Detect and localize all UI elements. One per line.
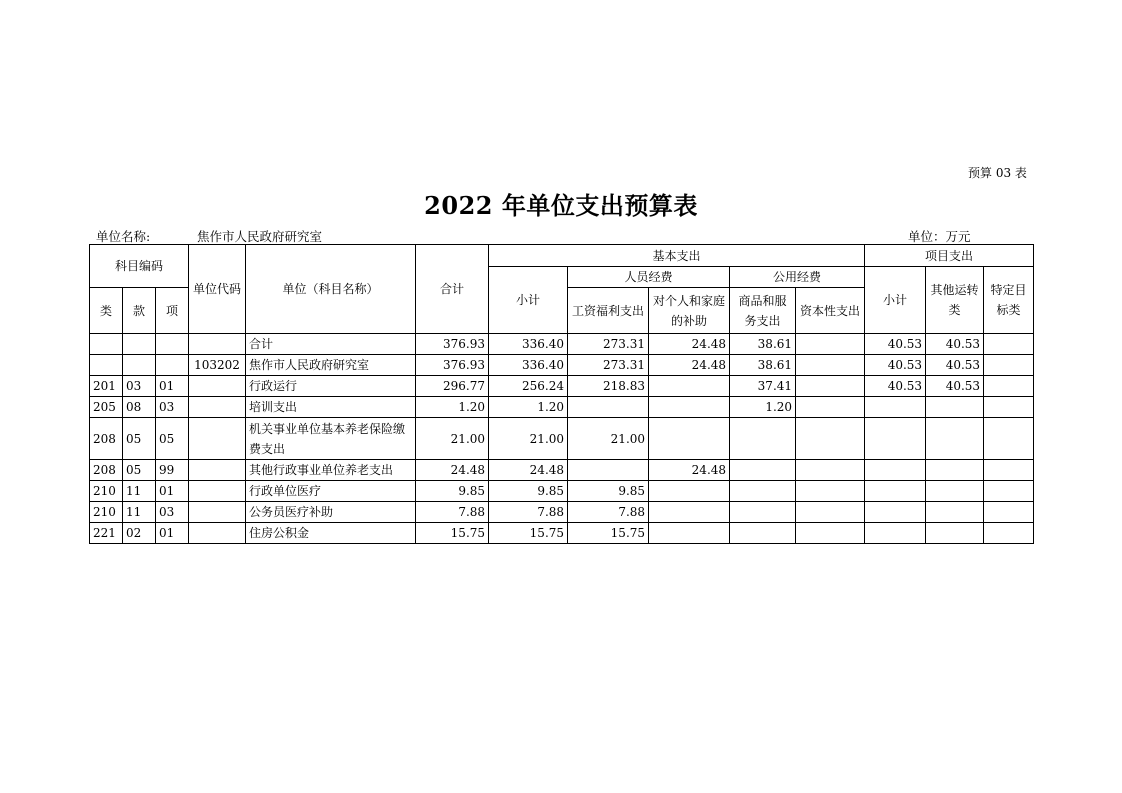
row-capital	[796, 523, 865, 544]
table-row	[90, 502, 1034, 523]
row-capital	[796, 502, 865, 523]
row-wages	[568, 460, 649, 481]
row-basic-subtotal: 336.40	[489, 355, 568, 376]
row-wages: 15.75	[568, 523, 649, 544]
row-goods	[730, 418, 796, 460]
row-total: 15.75	[416, 523, 489, 544]
row-category	[90, 355, 123, 376]
row-other-transfer	[926, 418, 984, 460]
row-xiang: 03	[156, 397, 189, 418]
header-personnel: 人员经费	[568, 267, 730, 288]
row-unit-code	[189, 502, 246, 523]
header-basic-subtotal: 小计	[489, 267, 568, 334]
row-personal	[649, 502, 730, 523]
row-other-transfer: 40.53	[926, 355, 984, 376]
table-row	[90, 481, 1034, 502]
row-kuan: 02	[123, 523, 156, 544]
row-category: 221	[90, 523, 123, 544]
row-unit-code	[189, 523, 246, 544]
row-xiang: 01	[156, 376, 189, 397]
row-basic-subtotal: 336.40	[489, 334, 568, 355]
row-kuan: 11	[123, 502, 156, 523]
row-goods	[730, 460, 796, 481]
row-xiang	[156, 334, 189, 355]
row-xiang: 01	[156, 523, 189, 544]
row-name: 公务员医疗补助	[246, 502, 416, 523]
row-project-subtotal: 40.53	[865, 376, 926, 397]
row-total: 1.20	[416, 397, 489, 418]
row-total: 24.48	[416, 460, 489, 481]
row-special	[984, 523, 1034, 544]
row-total: 21.00	[416, 418, 489, 460]
row-special	[984, 355, 1034, 376]
row-special	[984, 418, 1034, 460]
header-project-subtotal: 小计	[865, 267, 926, 334]
header-basic: 基本支出	[489, 245, 865, 267]
row-other-transfer	[926, 502, 984, 523]
row-kuan: 11	[123, 481, 156, 502]
row-name: 合计	[246, 334, 416, 355]
row-wages: 7.88	[568, 502, 649, 523]
row-name: 行政运行	[246, 376, 416, 397]
row-capital	[796, 460, 865, 481]
row-wages: 9.85	[568, 481, 649, 502]
row-basic-subtotal: 7.88	[489, 502, 568, 523]
table-row	[90, 418, 1034, 460]
row-capital	[796, 376, 865, 397]
row-category	[90, 334, 123, 355]
header-goods: 商品和服务支出	[730, 288, 796, 334]
header-kuan: 款	[123, 288, 156, 334]
row-personal: 24.48	[649, 334, 730, 355]
unit-name-label: 单位名称:	[96, 229, 151, 244]
row-personal: 24.48	[649, 355, 730, 376]
row-xiang: 03	[156, 502, 189, 523]
row-capital	[796, 481, 865, 502]
row-personal	[649, 523, 730, 544]
row-basic-subtotal: 15.75	[489, 523, 568, 544]
unit-name-value: 焦作市人民政府研究室	[197, 229, 323, 244]
table-row	[90, 460, 1034, 481]
row-project-subtotal: 40.53	[865, 334, 926, 355]
row-project-subtotal	[865, 397, 926, 418]
row-capital	[796, 355, 865, 376]
money-unit-label: 单位：万元	[908, 229, 971, 244]
table-row	[90, 355, 1034, 376]
row-name: 机关事业单位基本养老保险缴费支出	[246, 418, 416, 460]
row-goods: 37.41	[730, 376, 796, 397]
row-project-subtotal	[865, 481, 926, 502]
row-basic-subtotal: 24.48	[489, 460, 568, 481]
row-kuan	[123, 355, 156, 376]
row-category: 208	[90, 418, 123, 460]
row-basic-subtotal: 1.20	[489, 397, 568, 418]
row-category: 205	[90, 397, 123, 418]
row-xiang: 99	[156, 460, 189, 481]
row-basic-subtotal: 256.24	[489, 376, 568, 397]
row-wages	[568, 397, 649, 418]
row-special	[984, 334, 1034, 355]
table-row	[90, 397, 1034, 418]
row-capital	[796, 418, 865, 460]
row-special	[984, 481, 1034, 502]
row-wages: 273.31	[568, 355, 649, 376]
row-personal	[649, 481, 730, 502]
row-category: 210	[90, 481, 123, 502]
row-project-subtotal	[865, 460, 926, 481]
row-kuan	[123, 334, 156, 355]
row-name: 培训支出	[246, 397, 416, 418]
header-capital: 资本性支出	[796, 288, 865, 334]
row-capital	[796, 334, 865, 355]
row-xiang: 01	[156, 481, 189, 502]
header-unit-subject: 单位（科目名称）	[246, 245, 416, 334]
row-unit-code	[189, 397, 246, 418]
row-unit-code	[189, 460, 246, 481]
row-total: 376.93	[416, 334, 489, 355]
row-special	[984, 502, 1034, 523]
row-goods	[730, 481, 796, 502]
row-goods: 1.20	[730, 397, 796, 418]
row-kuan: 03	[123, 376, 156, 397]
row-total: 7.88	[416, 502, 489, 523]
header-xiang: 项	[156, 288, 189, 334]
row-basic-subtotal: 21.00	[489, 418, 568, 460]
header-wages: 工资福利支出	[568, 288, 649, 334]
header-project: 项目支出	[865, 245, 1034, 267]
row-total: 296.77	[416, 376, 489, 397]
row-other-transfer	[926, 397, 984, 418]
row-project-subtotal	[865, 502, 926, 523]
header-cat: 类	[90, 288, 123, 334]
row-total: 9.85	[416, 481, 489, 502]
row-project-subtotal	[865, 418, 926, 460]
row-goods	[730, 502, 796, 523]
row-special	[984, 376, 1034, 397]
header-special: 特定目标类	[984, 267, 1034, 334]
row-personal	[649, 418, 730, 460]
row-total: 376.93	[416, 355, 489, 376]
row-goods	[730, 523, 796, 544]
row-xiang: 05	[156, 418, 189, 460]
row-unit-code: 103202	[189, 355, 246, 376]
row-other-transfer	[926, 481, 984, 502]
row-name: 住房公积金	[246, 523, 416, 544]
header-other-transfer: 其他运转类	[926, 267, 984, 334]
header-personal: 对个人和家庭的补助	[649, 288, 730, 334]
table-row	[90, 376, 1034, 397]
row-category: 210	[90, 502, 123, 523]
table-row	[90, 523, 1034, 544]
row-unit-code	[189, 376, 246, 397]
row-wages: 273.31	[568, 334, 649, 355]
row-unit-code	[189, 418, 246, 460]
row-name: 焦作市人民政府研究室	[246, 355, 416, 376]
row-category: 208	[90, 460, 123, 481]
row-special	[984, 460, 1034, 481]
row-personal	[649, 376, 730, 397]
table-row	[90, 334, 1034, 355]
page-title: 2022 年单位支出预算表	[424, 191, 698, 220]
row-other-transfer: 40.53	[926, 376, 984, 397]
budget-table	[89, 244, 1034, 544]
row-wages: 218.83	[568, 376, 649, 397]
row-special	[984, 397, 1034, 418]
row-project-subtotal: 40.53	[865, 355, 926, 376]
row-other-transfer	[926, 523, 984, 544]
row-other-transfer	[926, 460, 984, 481]
row-name: 其他行政事业单位养老支出	[246, 460, 416, 481]
row-kuan: 05	[123, 460, 156, 481]
row-name: 行政单位医疗	[246, 481, 416, 502]
row-category: 201	[90, 376, 123, 397]
row-kuan: 08	[123, 397, 156, 418]
row-unit-code	[189, 334, 246, 355]
row-unit-code	[189, 481, 246, 502]
row-xiang	[156, 355, 189, 376]
row-kuan: 05	[123, 418, 156, 460]
row-wages: 21.00	[568, 418, 649, 460]
row-goods: 38.61	[730, 334, 796, 355]
header-unit-code: 单位代码	[189, 245, 246, 334]
row-personal: 24.48	[649, 460, 730, 481]
row-other-transfer: 40.53	[926, 334, 984, 355]
row-basic-subtotal: 9.85	[489, 481, 568, 502]
header-total: 合计	[416, 245, 489, 334]
header-subject-code: 科目编码	[90, 245, 189, 288]
row-project-subtotal	[865, 523, 926, 544]
row-goods: 38.61	[730, 355, 796, 376]
header-public: 公用经费	[730, 267, 865, 288]
row-capital	[796, 397, 865, 418]
form-number: 预算 03 表	[968, 166, 1027, 180]
row-personal	[649, 397, 730, 418]
